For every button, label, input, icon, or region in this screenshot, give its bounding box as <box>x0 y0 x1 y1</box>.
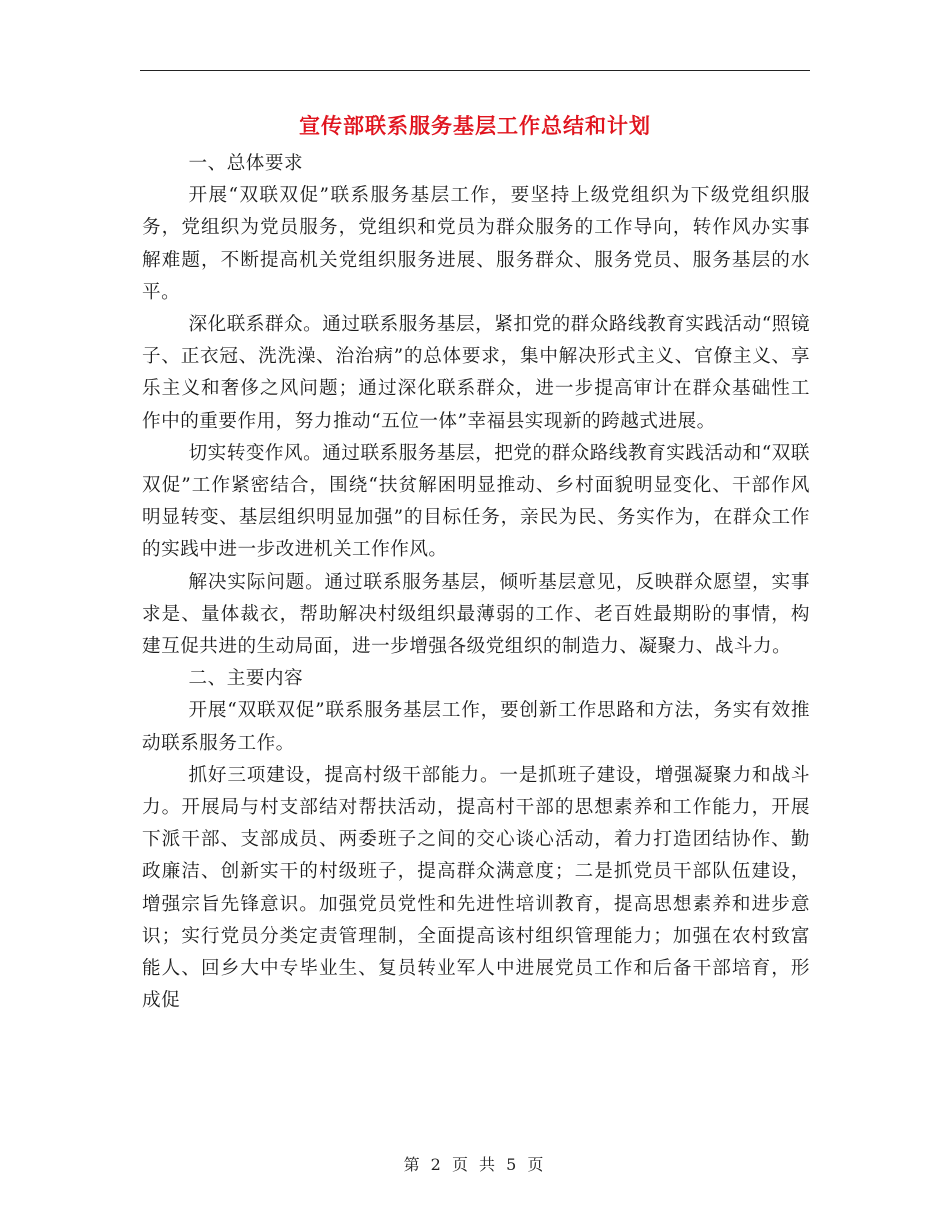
paragraph: 抓好三项建设，提高村级干部能力。一是抓班子建设，增强凝聚力和战斗力。开展局与村支部结对帮扶活动，提高村干部的思想素养和工作能力，开展下派干部、支部成员、两委班子之间的交心谈心活动，着力打造团结协作、勤政廉洁、创新实干的村级班子，提高群众满意度；二是抓党员干部队伍建设，增强宗旨先锋意识。加强党员党性和先进性培训教育，提高思想素养和进步意识；实行党员分类定责管理制，全面提高该村组织管理能力；加强在农村致富能人、回乡大中专毕业生、复员转业军人中进展党员工作和后备干部培育，形成促 <box>142 764 810 1012</box>
paragraph: 开展“双联双促”联系服务基层工作，要创新工作思路和方法，务实有效推动联系服务工作。 <box>142 700 810 754</box>
page-number-footer: 第 2 页 共 5 页 <box>403 1155 547 1174</box>
document-title: 宣传部联系服务基层工作总结和计划 <box>299 113 651 138</box>
section-heading: 二、主要内容 <box>188 668 304 690</box>
paragraph: 解决实际问题。通过联系服务基层，倾听基层意见，反映群众愿望，实事求是、量体裁衣，帮助解决村级组织最薄弱的工作、老百姓最期盼的事情，构建互促共进的生动局面，进一步增强各级党组织的制造力、凝聚力、战斗力。 <box>142 571 810 658</box>
paragraph: 深化联系群众。通过联系服务基层，紧扣党的群众路线教育实践活动“照镜子、正衣冠、洗洗澡、治治病”的总体要求，集中解决形式主义、官僚主义、享乐主义和奢侈之风问题；通过深化联系群众，进一步提高审计在群众基础性工作中的重要作用，努力推动“五位一体”幸福县实现新的跨越式进展。 <box>142 314 810 432</box>
header-rule <box>140 70 810 71</box>
paragraph: 切实转变作风。通过联系服务基层，把党的群众路线教育实践活动和“双联双促”工作紧密结合，围绕“扶贫解困明显推动、乡村面貌明显变化、干部作风明显转变、基层组织明显加强”的目标任务，亲民为民、务实作为，在群众工作的实践中进一步改进机关工作作风。 <box>142 442 810 561</box>
document-body <box>142 148 810 1017</box>
paragraph: 开展“双联双促”联系服务基层工作，要坚持上级党组织为下级党组织服务，党组织为党员服务，党组织和党员为群众服务的工作导向，转作风办实事解难题，不断提高机关党组织服务进展、服务群众、服务党员、服务基层的水平。 <box>142 185 810 303</box>
section-heading: 一、总体要求 <box>188 153 304 174</box>
